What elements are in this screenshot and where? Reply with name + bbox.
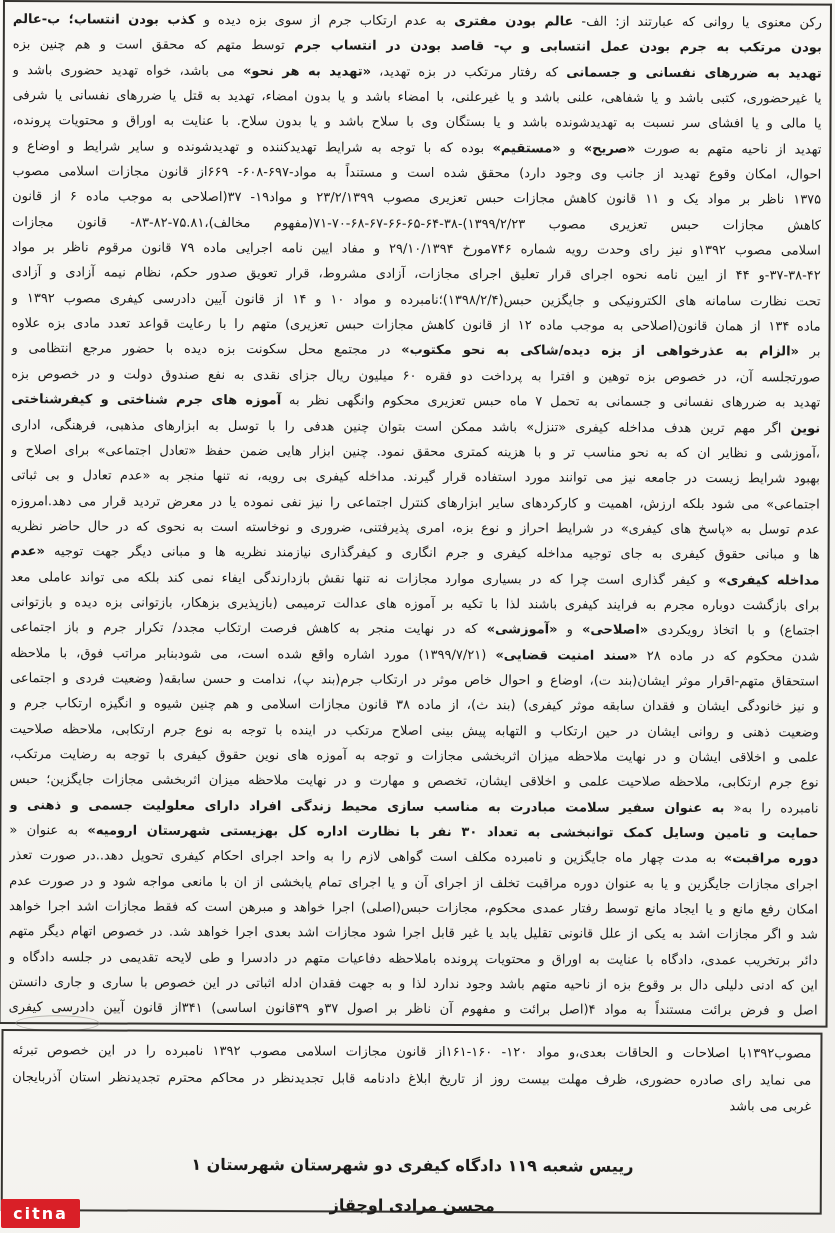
text-segment: بر (798, 344, 821, 361)
text-line (12, 159, 821, 188)
bold-text-segment: «اصلاحی» (581, 622, 649, 639)
text-line (11, 514, 820, 543)
text-line (13, 7, 822, 36)
text-segment: بهبود شرایط زیست در جامعه نیز می توانند مورد استفاده قرار گیرند. مداخله کیفری بی رویه، نه تنها منجر به «عدم تعادل و بی ثباتی (10, 468, 820, 487)
text-line (11, 438, 820, 467)
text-segment: به عنوان « (9, 823, 88, 839)
text-line (10, 767, 819, 796)
text-segment: (۱۳۹۹/۷/۲۱) مورد اشاره واقع شده است، می شودبنابر مراتب فوق، با ملاحظه (10, 645, 496, 663)
bold-text-segment: «الزام به عذرخواهی از بزه دیده/شاکی به نحو مکتوب» (401, 343, 799, 360)
text-segment: کاهش مجازات حبس تعزیری مصوب ۱۳۹۹/۲/۲۳)-۳۸-۶۴-۶۵-۶۶-۶۷-۶۸-۷۰-۷۱(مفهوم مخالف)،۷۵.۸۱-۸۲-۸۳- قانون مجازات (11, 214, 822, 234)
text-line (12, 184, 821, 213)
text-line (11, 387, 820, 416)
text-line (12, 235, 821, 264)
text-segment: توسط متهم که محقق است و هم چنین بزه (12, 37, 295, 54)
text-segment: به مدت چهار ماه جایگزین و نامبرده مکلف است گواهی لازم را به واحد اجرای احکام کیفری تحویل دهد..در صورت تعذر (9, 848, 724, 867)
text-segment: بوده که با توجه به شرایط تهدیدکننده و تهدیدشونده و سایر شرایط و اوضاع و (12, 138, 493, 156)
text-line (9, 970, 818, 999)
text-line (9, 869, 818, 898)
text-segment: اجتماع) و با اتخاذ رویکردی (648, 623, 820, 639)
text-line (11, 337, 820, 366)
text-segment: این که ادنی دلیلی دال بر وقوع بزه از ناحیه متهم باشد وجود ندارد لذا و به جهت فقدان ادله اثباتی در این خصوص با ساری و جاری دانستن (8, 975, 818, 994)
text-segment: عدم توسل به «پاسخ های کیفری» در شرایط احراز و نوع بزه، امری پذیرفتنی، ضروری و نوخاسته است به نحوی که در حال حاضر نظریه (10, 518, 820, 538)
text-segment: اجتماعی» می شود بلکه ارزش، اهمیت و کارکردهای سایر ابزارهای کنترل اجتماعی را نیز نفی نموده یا در معرض تردید قرار می دهد.امروزه (10, 493, 820, 513)
text-line (9, 793, 818, 822)
text-line (11, 362, 820, 391)
text-segment: یا مالی و یا افشای سر نسبت به تهدیدشونده باشد و یا بستگان وی با سلاح باشد و یا بدون سلاح. با عنایت به اوراق و محتویات پرونده، (12, 113, 822, 132)
text-segment: نوع جرم ارتکابی، ملاحظه صلاحیت علمی و اخلاقی ایشان، تخصص و مهارت و در نهایت ملاحظه میزان اثربخشی مجازات جایگزین؛ حبس (9, 772, 819, 791)
text-line (11, 463, 820, 492)
bold-text-segment: «عدم (10, 544, 45, 560)
bold-text-segment: دوره مراقبت» (723, 851, 819, 867)
text-segment: که رفتار مرتکب در بزه تهدید، (371, 64, 567, 81)
bold-text-segment: مداخله کیفری» (718, 572, 820, 589)
bold-text-segment: «صریح» (583, 141, 636, 157)
text-segment: ها و مبانی حقوق کیفری به جای توجیه مداخله کیفری و جرم انگاری و کیفرگذاری نیازمند نظریه ها و مبانی دیگر جهت توجیه (44, 544, 820, 563)
text-line (9, 945, 818, 974)
text-segment: شدن محکوم که در ماده ۲۸ (637, 648, 820, 665)
text-line (10, 565, 819, 594)
text-segment: تهدید از ناحیه متهم به صورت (635, 141, 822, 158)
bold-text-segment: آموزه های جرم شناختی و کیفرشناختی (11, 392, 282, 409)
text-line (10, 691, 819, 720)
text-segment: رکن معنوی یا روانی که عبارتند از: الف- (573, 14, 822, 31)
text-line (9, 894, 818, 923)
bold-text-segment: نوین (790, 420, 821, 437)
text-segment: در مجتمع محل سکونت بزه دیده با حضور مرجع انتظامی و (11, 341, 402, 359)
text-line (10, 742, 819, 771)
text-line (10, 641, 819, 670)
text-segment: صورتجلسه آن، در خصوص بزه توهین و افترا به پرداخت دو فقره ۶۰ میلیون ریال جزای نقدی به نفع صندوق دولت و در خصوص بزه (11, 366, 821, 386)
text-line (12, 286, 821, 315)
verdict-body-lines (9, 7, 822, 1024)
text-segment: ماده ۱۳۴ از همان قانون(اصلاحی به موجب ماده ۱۲ از قانون کاهش مجازات حبس تعزیری) متهم را با رعایت قواعد تعدد مادی بزه علاوه (11, 316, 821, 335)
text-line (12, 1038, 811, 1068)
text-segment: می باشد، خواه تهدید حضوری باشد و (12, 62, 244, 79)
text-line (13, 58, 822, 87)
text-segment: و نیز خانودگی ایشان و فقدان سابقه موثر کیفری) (بند ث)، از ماده ۳۸ قانون مجازات اسلامی و هم چنین شیوه و انگیزه ارتکاب جرم و (9, 696, 819, 715)
text-segment: مصوب۱۳۹۲با اصلاحات و الحاقات بعدی،و مواد ۱۲۰- ۱۶۰-۱۶۱از قانون مجازات اسلامی مصوب ۱۳۹۲ نامبرده را در این خصوص تبرئه (12, 1043, 812, 1062)
text-line (9, 919, 818, 948)
text-segment: برای بازگشت دوباره مجرم به فرایند کیفری باشند لذا با تکیه بر آموزه های عدالت ترمیمی (بازپذیری بزهکار، بازتوانی بزه دیده و بازتوانی (10, 594, 820, 614)
judge-title: رییس شعبه ۱۱۹ دادگاه کیفری دو شهرستان شهرستان ۱ (191, 1154, 634, 1176)
text-segment: به عدم ارتکاب جرم از سوی بزه دیده و (195, 12, 455, 29)
text-line (11, 539, 820, 568)
text-line (12, 1091, 811, 1121)
text-segment: تهدید به ضررهای نفسانی و جسمانی به تحمل ۷ ماه حبس تعزیری محکوم وانگهی نظر به (281, 393, 821, 411)
text-segment: دائر برتخریب عمدی، دادگاه با عنایت به اوراق و محتویات پرونده باملاحظه دفاعیات متهم در دادسرا و طی لایحه تقدیمی در جلسه دادگاه و (8, 949, 818, 969)
text-segment: وضعیت ذهنی و روانی ایشان در حین ارتکاب و التهابه پیش بینی اصلاح مرتکب در اینده با توجه به نوع جرم ارتکابی، ملاحظه صلاحیت (9, 721, 819, 741)
text-segment: استحقاق متهم-اقرار موثر ایشان(بند ت)، اوضاع و احوال خاص موثر در ارتکاب جرم(بند پ)، ندامت و حسن سابقه( وضعیت فردی و اجتماعی (10, 670, 820, 690)
judge-name: محسن مرادی اوجقاز (329, 1195, 495, 1216)
text-segment: که در نهایت منجر به کاهش فرصت ارتکاب مجدد/ تکرار جرم و باز اجتماعی (10, 620, 487, 638)
text-line (12, 311, 821, 340)
signature-block (0, 1144, 830, 1228)
text-line (10, 590, 819, 619)
text-segment: اگر مهم ترین هدف مداخله کیفری «تنزل» باشد ممکن است بتوان چنین هدفی را با توسل به ابزارهای مذهبی، فرهنگی، اداری (11, 417, 791, 436)
text-line (11, 489, 820, 518)
bold-text-segment: بودن مرتکب به جرم بودن عمل انتسابی و پ- قاصد بودن در انتساب جرم (294, 38, 822, 56)
bold-text-segment: تهدید به ضررهای نفسانی و جسمانی (566, 65, 822, 82)
text-line (11, 413, 820, 442)
text-line (12, 260, 821, 289)
text-segment: ۳۷-۳۸-۴۲-و ۴۴ از ایین نامه نحوه اجرای قرار تعلیق اجرای مجازات، آزادی مشروط، قرار تعویق صدور حکم، نظام نیمه آزادی و آزادی (11, 265, 821, 285)
bold-text-segment: به عنوان سفیر سلامت مبادرت به مناسب سازی محیط زندگی افراد دارای معلولیت جسمی و ذهنی و (9, 797, 725, 816)
text-line (10, 717, 819, 746)
text-segment: غربی می باشد (729, 1099, 812, 1115)
text-segment: احوال، امکان وقوع تهدید از جانب وی وجود دارد) محقق شده است و مستنداً به مواد-۶۹۷-۶۰۸- ۶۶۹از قانون مجازات اسلامی مصوب (12, 164, 822, 183)
text-segment: نامبرده را به« (724, 800, 819, 817)
text-segment: اسلامی مصوب ۱۳۹۲و نیز رای وحدت رویه شماره ۷۴۶مورخ ۲۹/۱۰/۱۳۹۴ و مفاد ایین نامه اجرایی ماده ۷۹ قانون مرقوم ناظر بر مواد (11, 240, 821, 259)
text-line (9, 818, 818, 847)
bold-text-segment: «آموزشی» (486, 622, 558, 638)
text-segment: یا غیرحضوری، کتبی باشد و یا شفاهی، علنی باشد و یا غیرعلنی، با امضاء باشد و یا بدون امضاء، تهدید به قتل یا ضررهای نفسانی یا شرفی (12, 88, 822, 107)
text-segment: ۱۳۷۵ ناظر بر مواد یک و ۱۱ قانون کاهش مجازات حبس تعزیری مصوب ۲۳/۲/۱۳۹۹ و مواد۱۹- ۳۷(اصلاحی به موجب ماده ۶ از قانون (12, 189, 822, 208)
bold-text-segment: «سند امنیت قضایی» (495, 647, 638, 664)
text-line (10, 666, 819, 695)
citna-logo: citna (1, 1199, 80, 1228)
text-line (12, 108, 821, 137)
bold-text-segment: «تهدید به هر نحو» (243, 63, 372, 80)
text-segment: شد و اگر مجازات اشد به یکی از علل قانونی تقلیل یابد یا غیر قابل اجرا شود مجازات اشد بعدی اجرا خواهد شد. در خصوص اتهام دیگر متهم (8, 924, 818, 943)
text-line (9, 843, 818, 872)
text-segment: اصل و فرض برائت مستنداً به مواد ۴(اصل برائت و مفهوم آن ناظر بر اصول ۳۷و ۳۹قانون اساسی) ۳۴۱از قانون آیین دادرسی کیفری (8, 1000, 818, 1019)
text-segment: امکان رفع مانع و یا ایجاد مانع توسط رفتار عمدی محکوم، مجازات حبس(اصلی) اجرا خواهد و مبرهن است که فقط مجازات اشد اجرا خواهد (9, 899, 819, 918)
text-line (13, 32, 822, 61)
text-segment: و (557, 622, 583, 638)
bold-text-segment: «مستقیم» (492, 140, 561, 157)
text-segment: اجرای مجازات جایگزین و یا به عنوان دوره مراقبت تخلف از اجرای آن و یا اجرای تمام یابخشی از ان با مانعی مواجه شود و در صورت عدم (9, 873, 819, 893)
bold-text-segment: حمایت و تامین وسایل کمک توانبخشی به تعداد ۳۰ نفر با نظارت اداره کل بهزیستی شهرستان ارومیه» (87, 823, 819, 842)
bold-text-segment: عالم بودن مفتری (454, 13, 574, 30)
text-line (12, 134, 821, 163)
text-segment: می نماید رای صادره حضوری، ظرف مهلت بیست روز از تاریخ ابلاغ دادنامه قابل تجدیدنظر در محاکم محترم تجدیدنظر استان آذربایجان (12, 1069, 812, 1089)
text-segment: تحت نظارت سامانه های الکترونیکی و جایگزین حبس(۱۳۹۸/۲/۴)؛نامبرده و مواد ۱۰ و ۱۴ از قانون آیین دادرسی کیفری مصوب ۱۳۹۲ و (11, 290, 821, 310)
bold-text-segment: کذب بودن انتساب؛ ب-عالم (12, 12, 196, 28)
text-line (12, 1065, 811, 1095)
text-segment: و (560, 141, 584, 157)
text-segment: علمی و اخلاقی ایشان و در نهایت ملاحظه میزان اثربخشی مجازات و توجه به آموزه های نوین حقوق کیفری با توجه به رضایت مرتکب، (9, 747, 819, 766)
verdict-closing-lines (12, 1038, 811, 1121)
text-segment: و کیفر گذاری است چرا که در بسیاری موارد مجازات نه تنها نقش بازدارندگی ایفاء نمی کند بلکه می تواند عاملی معد (10, 569, 719, 588)
text-line (12, 210, 821, 239)
text-segment: ،آموزشی و نظایر ان که به نحو مناسب تر و با هزینه کمتری محقق نمود. چنین ابزار هایی ضمن حفظ «تعادل اجتماعی» برای اصلاح و (10, 442, 821, 462)
text-line (13, 83, 822, 112)
text-line (9, 995, 818, 1024)
text-line (10, 615, 819, 644)
